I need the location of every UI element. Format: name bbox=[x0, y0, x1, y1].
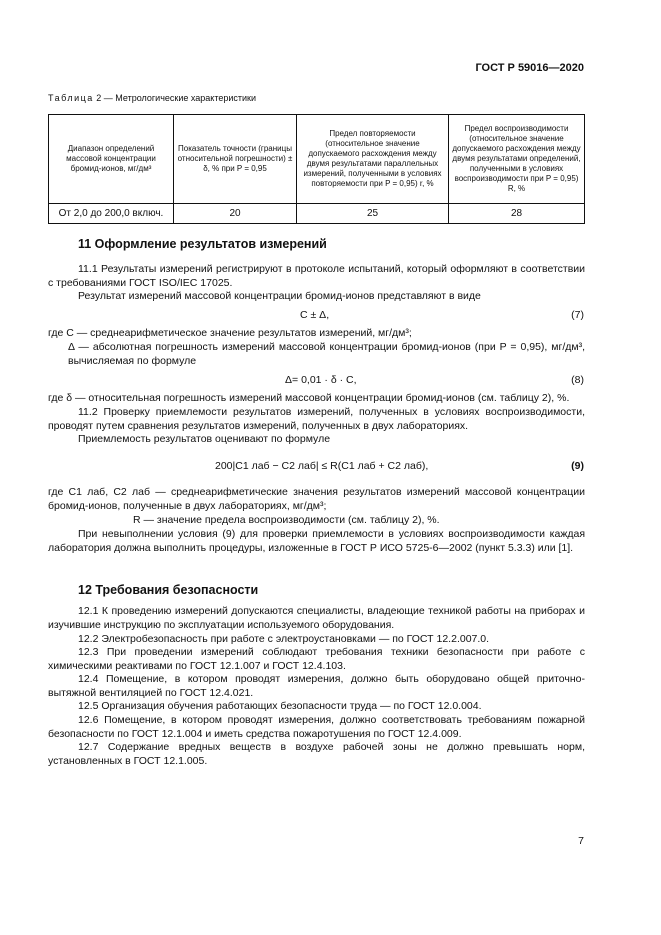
table-header-cell: Показатель точности (границы относительной погрешности) ± δ, % при P = 0,95 bbox=[174, 115, 297, 204]
table-caption bbox=[48, 93, 256, 103]
paragraph-12-5: 12.5 Организация обучения работающих безопасности труда — по ГОСТ 12.0.004. bbox=[78, 700, 482, 712]
paragraph-non-compliance: При невыполнении условия (9) для проверки приемлемости в условиях воспроизводимости каждая лаборатория должна выполнить процедуры, изложенные в ГОСТ Р ИСО 5725-6—2002 (пункт 5.3.3) или [1]. bbox=[48, 528, 585, 554]
table-cell: От 2,0 до 200,0 включ. bbox=[49, 204, 174, 224]
table-caption-prefix: Таблица bbox=[48, 93, 94, 103]
where-delta-rel: где δ — относительная погрешность измерений массовой концентрации бромид-ионов (см. таблицу 2), %. bbox=[48, 392, 570, 404]
where-r: R — значение предела воспроизводимости (см. таблицу 2), %. bbox=[133, 514, 440, 526]
table-row bbox=[49, 204, 585, 224]
metrology-table bbox=[48, 114, 585, 224]
paragraph-12-7: 12.7 Содержание вредных веществ в воздухе рабочей зоны не должно превышать норм, установленных в ГОСТ 12.1.005. bbox=[48, 741, 585, 767]
table-cell: 25 bbox=[297, 204, 449, 224]
paragraph-12-2: 12.2 Электробезопасность при работе с электроустановками — по ГОСТ 12.2.007.0. bbox=[78, 633, 490, 645]
table-header-row bbox=[49, 115, 585, 204]
document-code: ГОСТ Р 59016—2020 bbox=[475, 62, 584, 74]
table-header-cell: Предел воспроизводимости (относительное значение допускаемого расхождения между двумя результатами определений, полученными в условиях воспроизводимости при P = 0,95) R, % bbox=[449, 115, 585, 204]
table-caption-text: 2 — Метрологические характеристики bbox=[93, 93, 257, 103]
where-delta: Δ — абсолютная погрешность измерений массовой концентрации бромид-ионов (при P = 0,95), мг/дм³, вычисляемая по формуле bbox=[68, 341, 585, 367]
table-cell: 28 bbox=[449, 204, 585, 224]
paragraph-11-1: 11.1 Результаты измерений регистрируют в протоколе испытаний, который оформляют в соответствии с требованиями ГОСТ ISO/IEC 17025. bbox=[48, 263, 585, 289]
equation-7: C ± Δ, bbox=[300, 309, 330, 321]
where-c-lab: где C1 лаб, C2 лаб — среднеарифметические значения результатов измерений массовой концентрации бромид-ионов, полученные в двух лабораториях, мг/дм³; bbox=[48, 486, 585, 512]
where-c: где C — среднеарифметическое значение результатов измерений, мг/дм³; bbox=[48, 327, 412, 339]
equation-7-number: (7) bbox=[571, 309, 584, 321]
equation-9-number: (9) bbox=[571, 460, 584, 472]
equation-9: 200|C1 лаб − C2 лаб| ≤ R(C1 лаб + C2 лаб), bbox=[215, 460, 429, 472]
page-number: 7 bbox=[578, 835, 584, 847]
paragraph-acceptability: Приемлемость результатов оценивают по формуле bbox=[78, 433, 331, 445]
paragraph-12-1: 12.1 К проведению измерений допускаются специалисты, владеющие техникой работы на приборах и изучившие инструкцию по эксплуатации используемого оборудования. bbox=[48, 605, 585, 631]
section-12-title: 12 Требования безопасности bbox=[78, 583, 259, 597]
table-header-cell: Предел повторяемости (относительное значение допускаемого расхождения между двумя результатами параллельных измерений, полученными в условиях повторяемости при P = 0,95) r, % bbox=[297, 115, 449, 204]
equation-8: Δ= 0,01 · δ · C, bbox=[285, 374, 357, 386]
paragraph-12-3: 12.3 При проведении измерений соблюдают требования техники безопасности при работе с химическими реактивами по ГОСТ 12.1.007 и ГОСТ 12.4.103. bbox=[48, 646, 585, 672]
paragraph-12-6: 12.6 Помещение, в котором проводят измерения, должно соответствовать требованиям пожарной безопасности по ГОСТ 12.1.004 и иметь средства пожаротушения по ГОСТ 12.4.009. bbox=[48, 714, 585, 740]
section-11-title: 11 Оформление результатов измерений bbox=[78, 237, 327, 251]
table-header-cell: Диапазон определений массовой концентрации бромид-ионов, мг/дм³ bbox=[49, 115, 174, 204]
paragraph-result-form: Результат измерений массовой концентрации бромид-ионов представляют в виде bbox=[78, 290, 481, 302]
paragraph-12-4: 12.4 Помещение, в котором проводят измерения, должно быть оборудовано общей приточно-вытяжной вентиляцией по ГОСТ 12.4.021. bbox=[48, 673, 585, 699]
equation-8-number: (8) bbox=[571, 374, 584, 386]
paragraph-11-2: 11.2 Проверку приемлемости результатов измерений, полученных в условиях воспроизводимости, проводят путем сравнения результатов измерений, полученных в двух лабораториях. bbox=[48, 406, 585, 432]
table-cell: 20 bbox=[174, 204, 297, 224]
